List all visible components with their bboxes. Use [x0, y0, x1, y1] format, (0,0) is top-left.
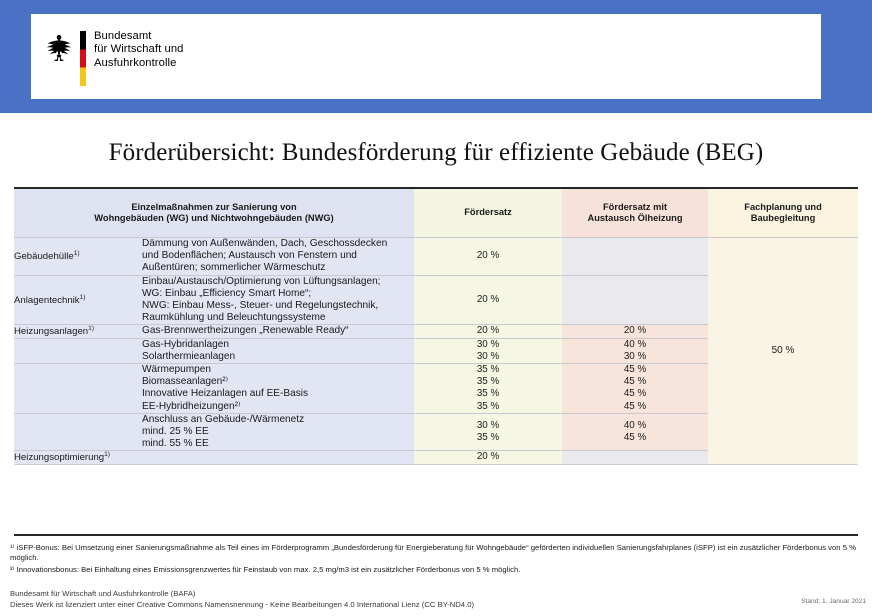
- planning-rate-cell: 50 %: [708, 238, 858, 465]
- footer-line-2: Dieses Werk ist lizenziert unter einer Creative Commons Namensnennung - Keine Bearbeitungen 4.0 International Lienz (CC BY-ND4.0): [10, 599, 475, 609]
- row-oil-rate: 45 % 45 % 45 % 45 %: [562, 364, 708, 414]
- german-flag-bar-icon: [80, 31, 86, 86]
- row-category: [14, 275, 142, 325]
- footnote-marker: 1): [104, 450, 110, 458]
- row-description: Wärmepumpen Biomasseanlagen²⁾ Innovative Heizanlagen auf EE-Basis EE-Hybridheizungen²⁾: [142, 364, 414, 414]
- header-oil-line1: Fördersatz mit: [602, 201, 668, 212]
- header-measures: [14, 189, 414, 238]
- row-rate: 20 %: [414, 451, 562, 464]
- row-rate: 20 %: [414, 238, 562, 276]
- row-category-label: Anlagentechnik: [14, 294, 80, 306]
- header-plan-line2: Baubegleitung: [750, 213, 816, 223]
- row-oil-rate: 20 %: [562, 325, 708, 338]
- row-description: Gas-Hybridanlagen Solarthermieanlagen: [142, 338, 414, 363]
- footnotes: [10, 543, 866, 576]
- row-category-label: Heizungsanlagen: [14, 326, 89, 338]
- row-oil-rate: 40 % 45 %: [562, 413, 708, 451]
- funding-table-wrapper: [14, 189, 858, 465]
- header-oil-line2: Austausch Ölheizung: [587, 213, 683, 223]
- page-footer: [10, 589, 866, 610]
- row-category: [14, 451, 142, 464]
- header-band: [0, 0, 872, 113]
- footnote-marker: 1): [79, 293, 86, 301]
- row-rate: 30 % 30 %: [414, 338, 562, 363]
- logo-line-1: Bundesamt: [94, 30, 152, 42]
- row-rate: 35 % 35 % 35 % 35 %: [414, 364, 562, 414]
- footer-text: [10, 589, 474, 610]
- header-oil-exchange: [562, 189, 708, 238]
- row-category-label: Gebäudehülle: [14, 250, 74, 262]
- footnote-1: ¹⁾ iSFP-Bonus: Bei Umsetzung einer Sanierungsmaßnahme als Teil eines im Förderprogramm „Bundesförderung für Energieberatung für Wohngebäude“ geförderten individuellen Sanierungsfahrplanes (iSFP) ist ein zusätzlicher Förderbonus von 5 % möglich.: [10, 543, 856, 563]
- row-oil-rate: 40 % 30 %: [562, 338, 708, 363]
- federal-eagle-icon: [45, 32, 73, 62]
- row-description: [142, 451, 414, 464]
- bafa-logo: [45, 30, 183, 86]
- row-category-label: Heizungsoptimierung: [14, 452, 105, 464]
- row-oil-rate: [562, 238, 708, 276]
- page-title: Förderübersicht: Bundesförderung für effiziente Gebäude (BEG): [108, 139, 764, 166]
- header-measures-line2: Wohngebäuden (WG) und Nichtwohngebäuden (NWG): [94, 213, 334, 223]
- row-description: Einbau/Austausch/Optimierung von Lüftungsanlagen; WG: Einbau „Efficiency Smart Home“; NWG: Einbau Mess-, Steuer- und Regelungstechnik, Raumkühlung und Beleuchtungssysteme: [142, 275, 414, 325]
- header-measures-line1: Einzelmaßnahmen zur Sanierung von: [131, 201, 297, 212]
- logo-box: [31, 14, 821, 99]
- table-header-row: [14, 189, 858, 238]
- row-category: [14, 413, 142, 451]
- row-rate: 30 % 35 %: [414, 413, 562, 451]
- footer-status-date: Stand: 1. Januar 2021: [801, 598, 866, 605]
- row-rate: 20 %: [414, 325, 562, 338]
- header-plan-line1: Fachplanung und: [744, 201, 822, 212]
- logo-line-3: Ausfuhrkontrolle: [94, 56, 177, 69]
- row-rate: 20 %: [414, 275, 562, 325]
- row-category: [14, 325, 142, 338]
- row-description: Gas-Brennwertheizungen „Renewable Ready“: [142, 325, 414, 338]
- header-rate: Fördersatz: [414, 189, 562, 238]
- row-oil-rate: [562, 451, 708, 464]
- row-description: Anschluss an Gebäude-/Wärmenetz mind. 25 % EE mind. 55 % EE: [142, 413, 414, 451]
- logo-line-2: für Wirtschaft und: [94, 43, 184, 56]
- footer-line-1: Bundesamt für Wirtschaft und Ausfuhrkontrolle (BAFA): [10, 589, 196, 598]
- table-bottom-rule: [14, 534, 858, 536]
- table-row: [14, 238, 858, 276]
- row-category: [14, 238, 142, 276]
- header-planning: [708, 189, 858, 238]
- row-oil-rate: [562, 275, 708, 325]
- footnote-marker: 1): [73, 249, 80, 257]
- footnote-marker: 1): [88, 324, 95, 332]
- logo-text: [94, 30, 183, 70]
- row-category: [14, 338, 142, 363]
- funding-table: [14, 189, 858, 465]
- row-category: [14, 364, 142, 414]
- footnote-2: ²⁾ Innovationsbonus: Bei Einhaltung eines Emissionsgrenzwertes für Feinstaub von max. 2,5 mg/m3 ist ein zusätzlicher Förderbonus von 5 % möglich.: [10, 564, 521, 574]
- row-description: Dämmung von Außenwänden, Dach, Geschossdecken und Bodenflächen; Austausch von Fenstern und Außentüren; sommerlicher Wärmeschutz: [142, 238, 414, 276]
